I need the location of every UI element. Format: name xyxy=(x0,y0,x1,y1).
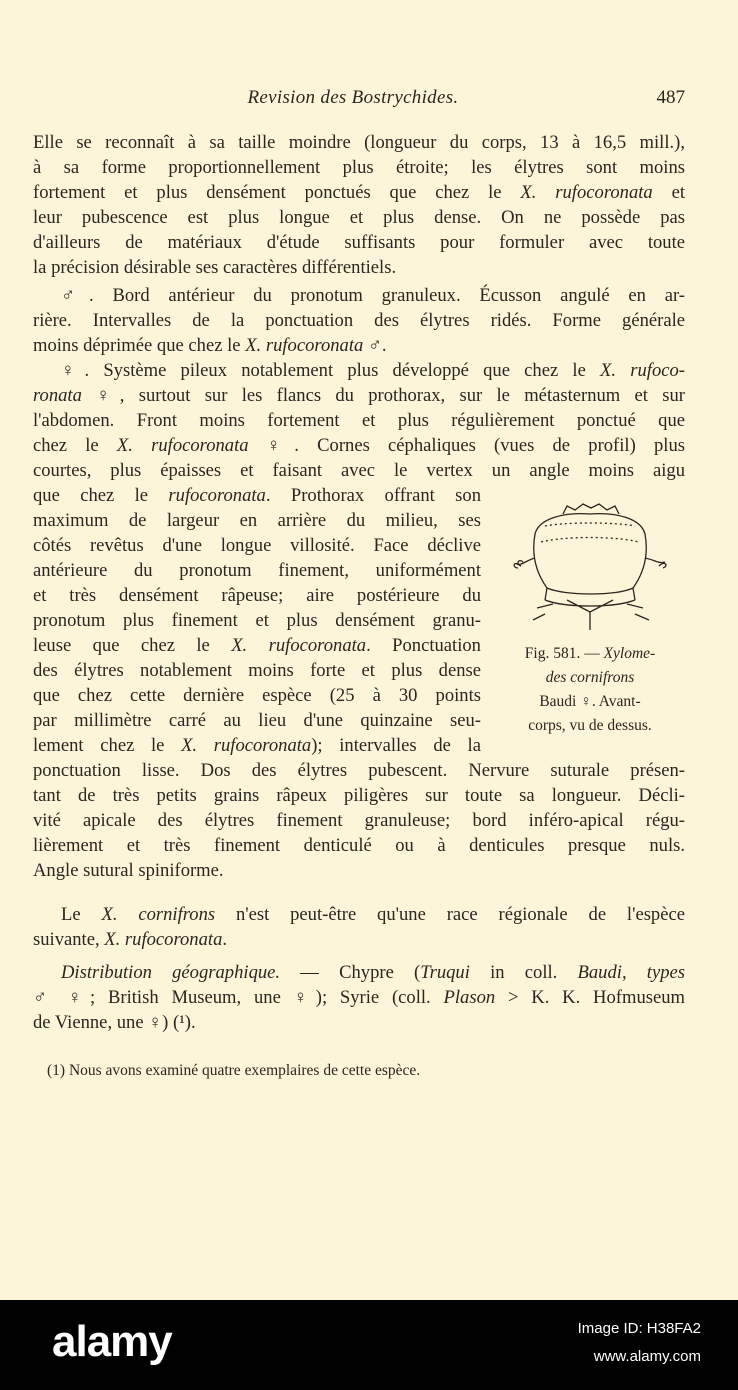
text-line-p3-20: Angle sutural spiniforme. xyxy=(33,860,224,881)
text-line-p3-17: tant de très petits grains râpeux piligères sur toute sa longueur. Décli- xyxy=(33,785,685,806)
page-header xyxy=(33,87,685,111)
text-line-p3-2: l'abdomen. Front moins fortement et plus régulièrement ponctué que xyxy=(33,410,685,431)
text-line-p3-19: lièrement et très finement denticulé ou à denticules presque nuls. xyxy=(33,835,685,856)
watermark-logo: alamy xyxy=(52,1317,172,1366)
text-line-p3-13: que chez cette dernière espèce (25 à 30 points xyxy=(33,685,481,706)
text-line-p3-11: leuse que chez le X. rufocoronata. Ponctuation xyxy=(33,635,481,656)
text-line-p3-9: et très densément râpeuse; aire postérieure du xyxy=(33,585,481,606)
text-line-p3-16: ponctuation lisse. Dos des élytres pubescent. Nervure suturale présen- xyxy=(33,760,685,781)
text-line-p3-6: maximum de largeur en arrière du milieu, ses xyxy=(33,510,481,531)
text-line-p1-2: fortement et plus densément ponctués que chez le X. rufocoronata et xyxy=(33,182,686,203)
text-line-p3-12: des élytres notablement moins forte et plus dense xyxy=(33,660,481,681)
text-line-p1-4: d'ailleurs de matériaux d'étude suffisants pour formuler avec toute xyxy=(33,232,685,253)
head-horns xyxy=(563,504,619,514)
text-line-p3-10: pronotum plus finement et plus densément granu- xyxy=(33,610,481,631)
text-line-p3-4: courtes, plus épaisses et faisant avec le vertex un angle moins aigu xyxy=(33,460,685,481)
text-line-p1-3: leur pubescence est plus longue et plus dense. On ne possède pas xyxy=(33,207,685,228)
figure-caption-line-1: Fig. 581. — Xylome- xyxy=(524,645,656,662)
figure-caption-line-4: corps, vu de dessus. xyxy=(528,717,652,734)
text-line-p1-5: la précision désirable ses caractères différentiels. xyxy=(33,257,397,278)
text-line-p2-0: ♂. Bord antérieur du pronotum granuleux. Écusson angulé en ar- xyxy=(61,285,685,306)
text-line-p3-0: ♀. Système pileux notablement plus développé que chez le X. rufoco- xyxy=(61,360,685,381)
watermark-url: www.alamy.com xyxy=(593,1348,701,1365)
text-line-p5-1: ♂ ♀; British Museum, une ♀); Syrie (coll. Plason > K. K. Hofmuseum xyxy=(33,987,685,1008)
scales-pattern xyxy=(541,523,639,542)
text-line-p3-7: côtés revêtus d'une longue villosité. Face déclive xyxy=(33,535,481,556)
text-line-p2-2: moins déprimée que chez le X. rufocoronata ♂. xyxy=(33,335,387,356)
footnote: (1) Nous avons examiné quatre exemplaires de cette espèce. xyxy=(47,1062,421,1079)
text-line-p3-8: antérieure du pronotum finement, uniformément xyxy=(33,560,481,581)
text-line-p3-14: par millimètre carré au lieu d'une quinzaine seu- xyxy=(33,710,481,731)
figure-581-drawing xyxy=(505,496,675,636)
text-line-p4-0: Le X. cornifrons n'est peut-être qu'une race régionale de l'espèce xyxy=(61,904,685,925)
text-line-p2-1: rière. Intervalles de la ponctuation des élytres ridés. Forme générale xyxy=(33,310,685,331)
text-line-p3-18: vité apicale des élytres finement granuleuse; bord inféro-apical régu- xyxy=(33,810,685,831)
watermark-image-id: Image ID: H38FA2 xyxy=(577,1320,701,1337)
text-line-p3-15: lement chez le X. rufocoronata); intervalles de la xyxy=(33,735,481,756)
text-line-p3-3: chez le X. rufocoronata ♀. Cornes céphaliques (vues de profil) plus xyxy=(33,435,685,456)
text-line-p3-1: ronata ♀, surtout sur les flancs du prothorax, sur le métasternum et sur xyxy=(33,385,685,406)
text-line-p3-5: que chez le rufocoronata. Prothorax offrant son xyxy=(33,485,481,506)
text-line-p4-1: suivante, X. rufocoronata. xyxy=(33,929,228,950)
figure-caption-line-3: Baudi ♀. Avant- xyxy=(539,693,641,710)
figure-caption-line-2: des cornifrons xyxy=(545,669,635,686)
left-antenna xyxy=(514,558,535,568)
text-line-p5-2: de Vienne, une ♀) (¹). xyxy=(33,1012,196,1033)
page-number: 487 xyxy=(656,87,685,108)
text-line-p1-1: à sa forme proportionnellement plus étroite; les élytres sont moins xyxy=(33,157,685,178)
right-antenna xyxy=(645,558,666,568)
text-line-p1-0: Elle se reconnaît à sa taille moindre (longueur du corps, 13 à 16,5 mill.), xyxy=(33,132,685,153)
text-line-p5-0: Distribution géographique. — Chypre (Truqui in coll. Baudi, types xyxy=(61,962,686,983)
running-title: Revision des Bostrychides. xyxy=(247,87,459,108)
